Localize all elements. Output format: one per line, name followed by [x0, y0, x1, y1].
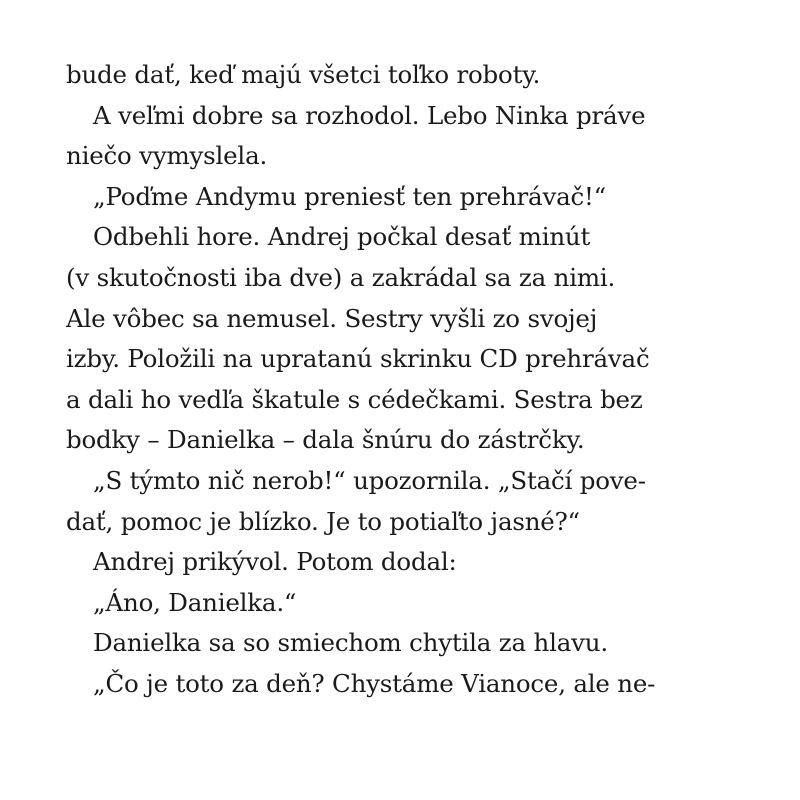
text-line: „S týmto nič nerob!“ upozornila. „Stačí pove- — [93, 465, 646, 495]
text-line: „Čo je toto za deň? Chystáme Vianoce, ale ne- — [93, 668, 656, 698]
text-line: dať, pomoc je blízko. Je to potiaľto jasné?“ — [66, 506, 580, 536]
text-line: (v skutočnosti iba dve) a zakrádal sa za nimi. — [66, 262, 616, 292]
text-line: Danielka sa so smiechom chytila za hlavu. — [93, 628, 608, 658]
book-page-text — [66, 55, 766, 705]
text-line: Odbehli hore. Andrej počkal desať minút — [93, 222, 591, 252]
text-line: Ale vôbec sa nemusel. Sestry vyšli zo svojej — [66, 303, 598, 333]
text-line: „Áno, Danielka.“ — [93, 587, 297, 617]
text-line: izby. Položili na upratanú skrinku CD prehrávač — [66, 344, 650, 374]
text-line: bude dať, keď majú všetci toľko roboty. — [66, 60, 541, 89]
text-line: A veľmi dobre sa rozhodol. Lebo Ninka práve — [93, 100, 646, 130]
text-line: bodky – Danielka – dala šnúru do zástrčky. — [66, 425, 585, 455]
text-line: a dali ho vedľa škatule s cédečkami. Sestra bez — [66, 384, 643, 414]
text-line: niečo vymyslela. — [66, 141, 268, 171]
text-line: Andrej prikývol. Potom dodal: — [93, 547, 457, 577]
text-line: „Poďme Andymu preniesť ten prehrávač!“ — [93, 181, 606, 211]
